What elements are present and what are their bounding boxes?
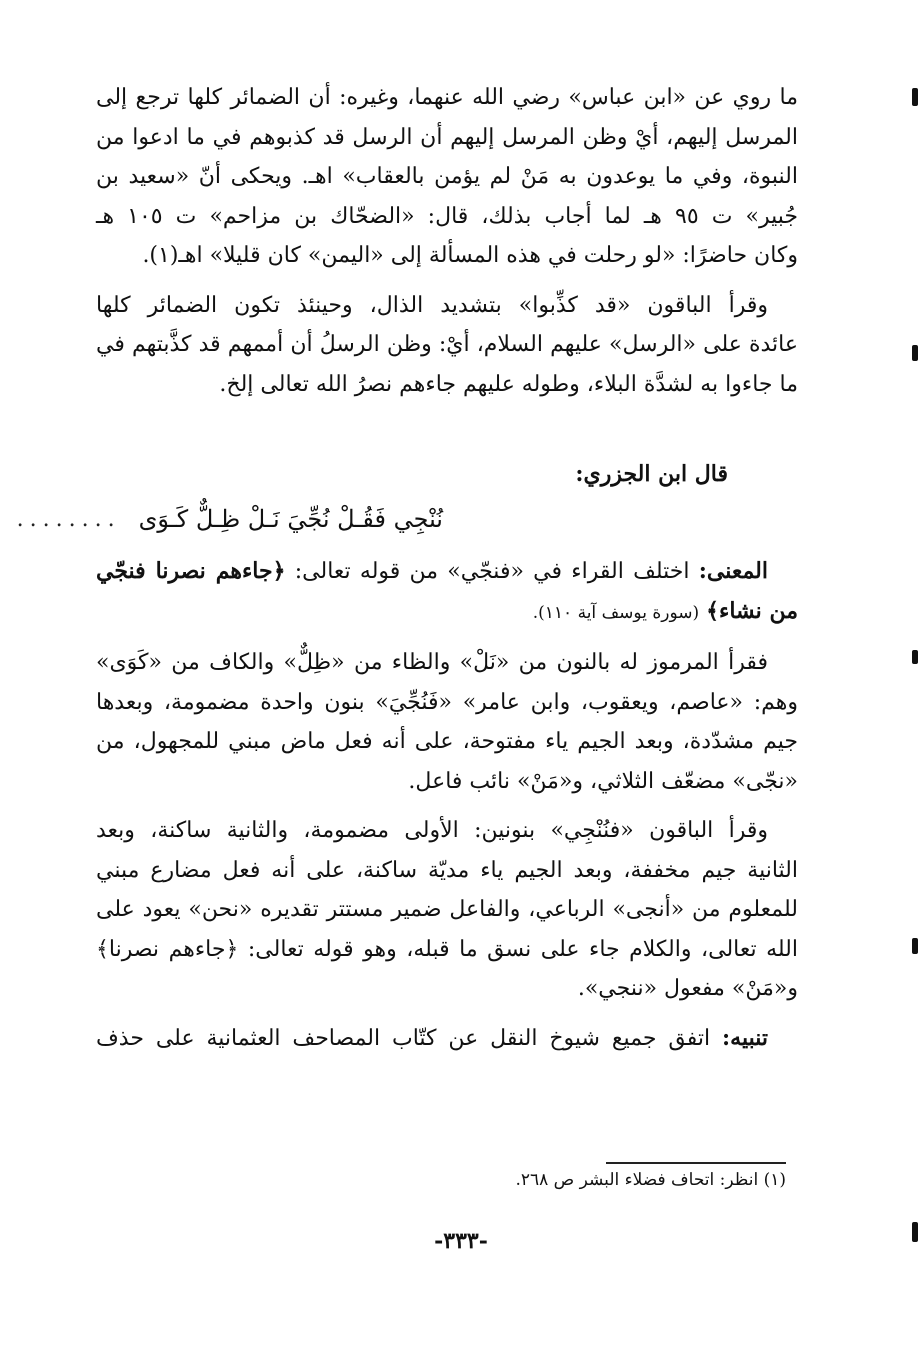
text-line: النبوة، وفي ما يوعدون به مَنْ لم يؤمن بالعقاب» اهـ. ويحكى أنّ «سعيد بن xyxy=(96,164,798,189)
text-line: «نجّى» مضعّف الثلاثي، و«مَنْ» نائب فاعل. xyxy=(408,768,798,794)
paragraph-1 xyxy=(96,78,798,276)
text-line: الله تعالى، والكلام جاء على نسق ما قبله، وهو قوله تعالى: ﴿جاءهم نصرنا﴾ xyxy=(96,936,798,962)
paragraph-3 xyxy=(96,643,798,801)
meaning-text: اختلف القراء في «فنجّي» من قوله تعالى: xyxy=(294,559,690,584)
paragraph-4 xyxy=(96,811,798,1009)
verse-dots: ........ xyxy=(16,506,121,532)
text-line: و«مَنْ» مفعول «ننجي». xyxy=(577,976,798,1001)
text-line: ما جاءوا به لشدَّة البلاء، وطوله عليهم جاءهم نصرُ الله تعالى إلخ. xyxy=(219,371,798,397)
tanbih-text: اتفق جميع شيوخ النقل عن كتّاب المصاحف العثمانية على حذف xyxy=(96,1025,711,1051)
text-line xyxy=(96,592,798,634)
text-line xyxy=(96,552,798,592)
text-line: وهم: «عاصم، ويعقوب، وابن عامر» «فَنُجِّيَ» بنون واحدة مضمومة، وبعدها xyxy=(96,689,798,715)
tanbih-label: تنبيه: xyxy=(722,1024,768,1051)
text-line: فقرأ المرموز له بالنون من «نَلْ» والظاء من «ظِلٌّ» والكاف من «كَوَى» xyxy=(96,650,768,675)
section-heading: قال ابن الجزري: xyxy=(575,461,728,487)
surah-reference: (سورة يوسف آية ١١٠). xyxy=(532,602,700,623)
page-body xyxy=(16,78,798,1058)
page-number: -٣٣٣- xyxy=(434,1228,488,1254)
quran-quote-end: من نشاء﴾ xyxy=(706,597,798,624)
text-line: الثانية جيم مخففة، وبعد الجيم ياء مديّة ساكنة، على أنه فعل مضارع مبني xyxy=(96,857,798,883)
meaning-label: المعنى: xyxy=(698,558,768,584)
text-line: للمعلوم من «أنجى» الرباعي، والفاعل ضمير مستتر تقديره «نحن» يعود على xyxy=(96,897,798,922)
scan-edge-mark xyxy=(912,345,918,361)
meaning-paragraph xyxy=(96,552,798,633)
text-line: ما روي عن «ابن عباس» رضي الله عنهما، وغيره: أن الضمائر كلها ترجع إلى xyxy=(96,85,798,110)
verse-text: نُنْجِي فَقُـلْ نُجِّيَ نَـلْ ظِـلٌّ كَـوَى xyxy=(138,505,443,533)
paragraph-2 xyxy=(96,286,798,405)
text-line xyxy=(96,1019,798,1059)
text-line: وقرأ الباقون «قد كذِّبوا» بتشديد الذال، وحينئذ تكون الضمائر كلها xyxy=(96,292,768,318)
text-line: وقرأ الباقون «فنُنْجِي» بنونين: الأولى مضمومة، والثانية ساكنة، وبعد xyxy=(96,818,768,843)
quran-quote: ﴿جاءهم نصرنا فنجّي xyxy=(96,558,286,584)
text-line: جيم مشدّدة، وبعد الجيم ياء مفتوحة، على أنه فعل ماض مبني للمجهول، من xyxy=(96,729,798,754)
text-line: وكان حاضرًا: «لو رحلت في هذه المسألة إلى «اليمن» كان قليلا» اهـ(١). xyxy=(142,243,798,268)
tanbih-paragraph xyxy=(96,1019,798,1059)
scan-edge-mark xyxy=(912,938,918,954)
verse-line xyxy=(16,494,798,544)
text-line: جُبير» ت ٩٥ هـ لما أجاب بذلك، قال: «الضحّاك بن مزاحم» ت ١٠٥ هـ xyxy=(96,203,798,229)
scan-edge-mark xyxy=(912,88,918,106)
text-line: عائدة على «الرسل» عليهم السلام، أيْ: وظن الرسلُ أن أممهم قد كذَّبتهم في xyxy=(96,332,798,357)
scan-edge-mark xyxy=(912,650,918,664)
footnote: (١) انظر: اتحاف فضلاء البشر ص ٢٦٨. xyxy=(515,1170,786,1190)
text-line: المرسل إليهم، أيْ وظن المرسل إليهم أن الرسل قد كذبوهم في ما ادعوا من xyxy=(96,124,798,150)
scan-edge-mark xyxy=(912,1222,918,1242)
footnote-divider xyxy=(606,1162,786,1164)
